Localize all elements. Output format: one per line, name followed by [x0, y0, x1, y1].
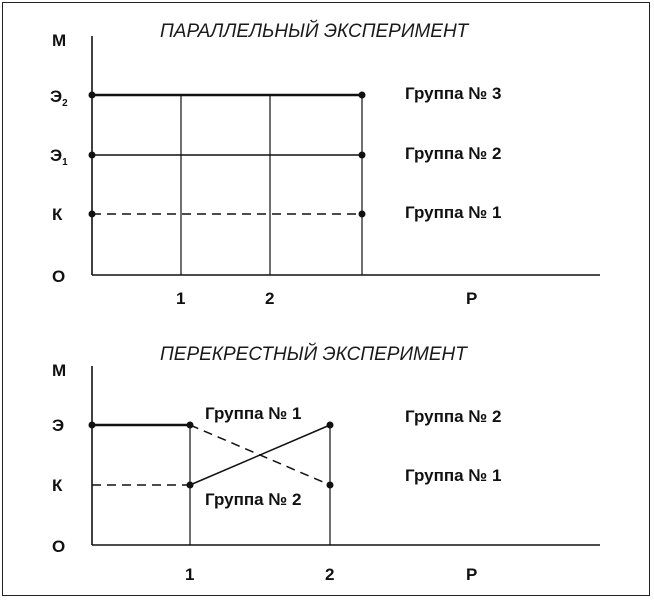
parallel-experiment-diagram — [50, 20, 600, 308]
y-label-k: К — [52, 205, 63, 224]
y-label-e: Э — [52, 416, 65, 435]
group-3-label: Группа № 3 — [405, 84, 502, 103]
point — [359, 152, 366, 159]
y-label-o: О — [52, 267, 66, 286]
point — [359, 92, 366, 99]
y-label-m: М — [52, 361, 67, 380]
point — [187, 482, 194, 489]
x-axis-label: Р — [466, 289, 478, 308]
y-label-o: О — [52, 537, 66, 556]
x-tick-1: 1 — [176, 289, 186, 308]
point — [89, 92, 96, 99]
x-tick-1: 1 — [185, 565, 195, 584]
right-group-2-label: Группа № 2 — [405, 407, 502, 426]
point — [89, 211, 96, 218]
group-1-label: Группа № 1 — [405, 203, 502, 222]
x-tick-2: 2 — [265, 289, 275, 308]
y-label-e2: $Э_2$ — [50, 87, 68, 109]
crossover-experiment-diagram — [52, 343, 600, 584]
parallel-title: ПАРАЛЛЕЛЬНЫЙ ЭКСПЕРИМЕНТ — [160, 21, 469, 42]
y-label-e1: $Э_1$ — [50, 146, 68, 168]
group-2-label: Группа № 2 — [405, 144, 502, 163]
point — [187, 422, 194, 429]
point — [89, 152, 96, 159]
point — [327, 482, 334, 489]
right-group-1-label: Группа № 1 — [405, 466, 502, 485]
y-label-m: М — [52, 31, 67, 50]
point — [327, 422, 334, 429]
x-tick-2: 2 — [325, 565, 335, 584]
inner-group-2-label: Группа № 2 — [205, 490, 302, 509]
x-axis-label: Р — [466, 565, 478, 584]
inner-group-1-label: Группа № 1 — [205, 404, 302, 423]
crossover-title: ПЕРЕКРЕСТНЫЙ ЭКСПЕРИМЕНТ — [160, 344, 467, 365]
y-label-k: К — [52, 476, 63, 495]
point — [359, 211, 366, 218]
point — [89, 422, 96, 429]
